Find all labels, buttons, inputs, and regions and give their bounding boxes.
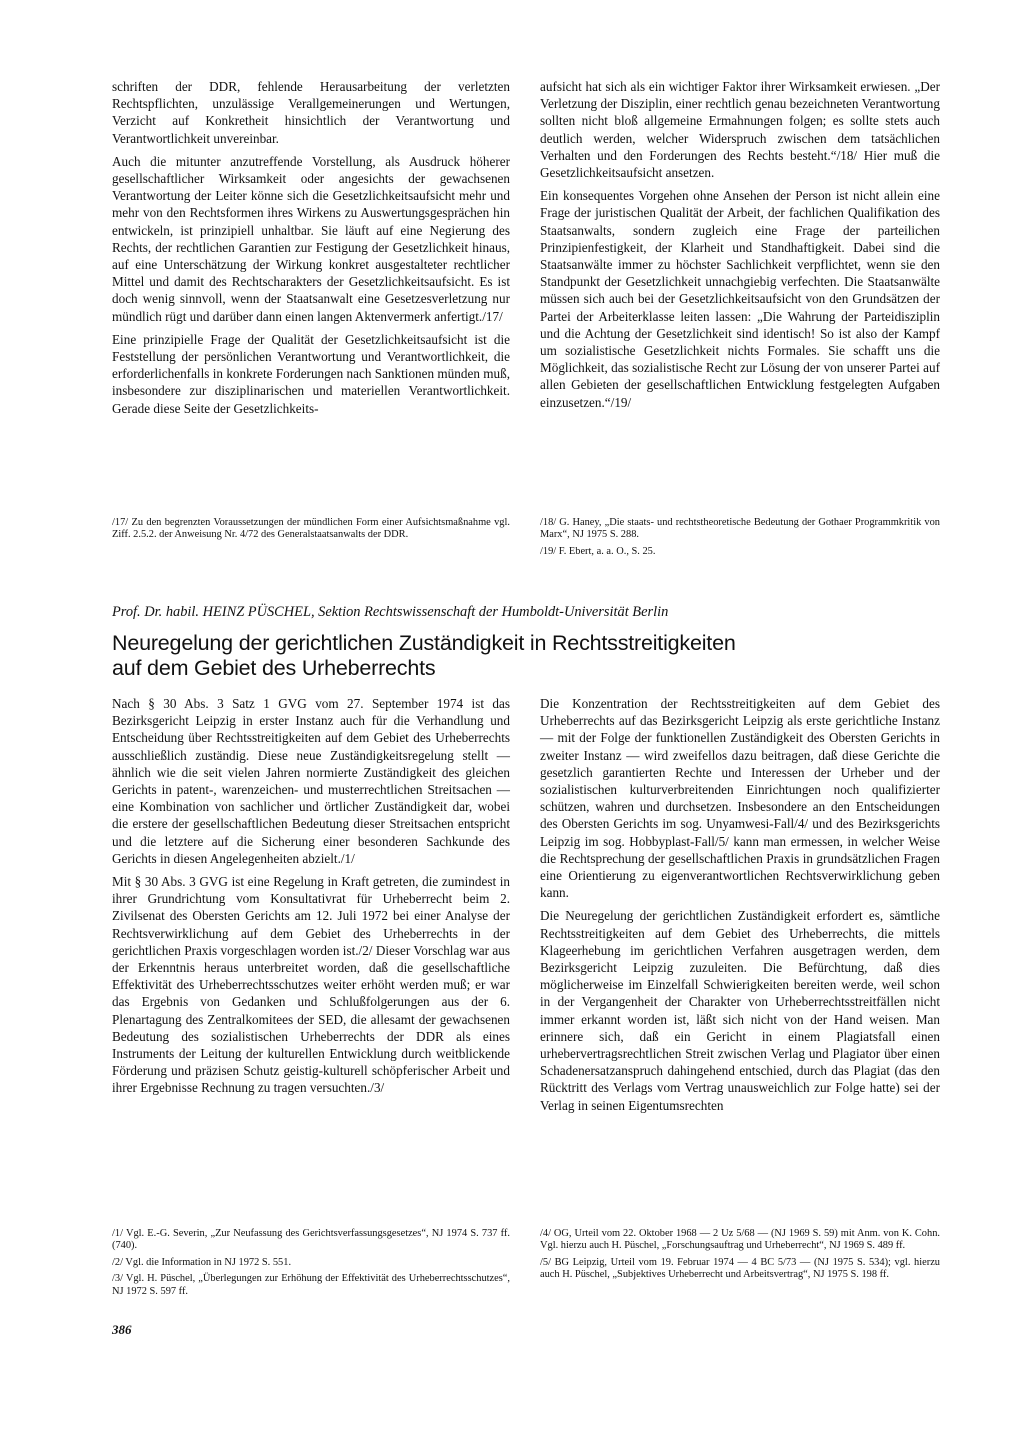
body-paragraph: Nach § 30 Abs. 3 Satz 1 GVG vom 27. September 1974 ist das Bezirksgericht Leipzig in erster Instanz auch für die Verhandlung und Entscheidung über Rechtsstreitigkeiten auf dem Gebiet des Urheberrechts ausschließlich zuständig. Diese neue Zuständigkeitsregelung stellt — ähnlich wie die seit vielen Jahren normierte Zuständigkeit des gleichen Gerichts in patent-, warenzeichen- und musterrechtlichen Streitsachen — eine Kombination von sachlicher und örtlicher Zuständigkeit dar, wobei die erstere der gesellschaftlichen Bedeutung dieser Streitsachen entspricht und die letztere auf die Sicherung einer besonderen Sachkunde des Gerichts in diesen Angelegenheiten abzielt./1/ (112, 696, 510, 866)
article-right-column (540, 695, 940, 1120)
body-paragraph: Mit § 30 Abs. 3 GVG ist eine Regelung in Kraft getreten, die zumindest in ihrer Grundrichtung vom Konsultativrat für Urheberrecht beim 2. Zivilsenat des Obersten Gerichts am 12. Juli 1972 bei einer Analyse der Rechtsverwirklichung auf dem Gebiet des Urheberrechts in der gerichtlichen Praxis vorgeschlagen worden ist./2/ Dieser Vorschlag war aus der Erkenntnis heraus unterbreitet worden, daß die gesellschaftliche Effektivität des Urheberrechtsschutzes weiter erhöht werden muß; er war das Ergebnis von Gedanken und Schlußfolgerungen aus der 6. Plenartagung des Zentralkomitees der SED, die allesamt der gewachsenen Bedeutung des sozialistischen Urheberrechts der DDR als eines Instruments der Leitung der kulturellen Entwicklung durch weitblickende Förderung und präzisen Schutz geistig-kulturell schöpferischer Arbeit und ihrer Ergebnisse Rechnung zu tragen versuchten./3/ (112, 874, 510, 1096)
body-paragraph: Auch die mitunter anzutreffende Vorstellung, als Ausdruck höherer gesellschaftlicher Wirksamkeit oder angesichts der gewachsenen Verantwortung der Leiter könne sich die Gesetzlichkeitsaufsicht mehr und mehr von den Rechtsformen ihres Wirkens zu Auswertungsgesprächen hin entwickeln, ist prinzipiell unhaltbar. Sie läuft auf eine Negierung des Rechts, der rechtlichen Garantien zur Festigung der Gesetzlichkeit hinaus, auf eine Unterschätzung der Wirkung konkret ausgestalteter rechtlicher Mittel und damit des Rechtscharakters der Gesetzlichkeitsaufsicht. Es ist doch wenig sinnvoll, wenn der Staatsanwalt eine Gesetzesverletzung nur mündlich rügt und darüber dann einen langen Aktenvermerk anfertigt./17/ (112, 153, 510, 324)
article-left-column (112, 695, 510, 1103)
article-right-footnotes (540, 1228, 940, 1286)
article-left-footnotes (112, 1228, 510, 1302)
top-right-column (540, 78, 940, 417)
footnote: /17/ Zu den begrenzten Voraussetzungen der mündlichen Form einer Aufsichtsmaßnahme vgl. Ziff. 2.5.2. der Anweisung Nr. 4/72 des Generalstaatsanwalts der DDR. (112, 517, 510, 541)
author-byline: Prof. Dr. habil. HEINZ PÜSCHEL, Sektion Rechtswissenschaft der Humboldt-Universität Berlin (112, 604, 669, 620)
body-paragraph: Eine prinzipielle Frage der Qualität der Gesetzlichkeitsaufsicht ist die Feststellung der persönlichen Verantwortung und Verantwortlichkeit, die erforderlichenfalls in konkrete Forderungen nach Sanktionen münden muß, insbesondere zur disziplinarischen und materiellen Verantwortlichkeit. Gerade diese Seite der Gesetzlichkeits- (112, 331, 510, 416)
body-paragraph: schriften der DDR, fehlende Herausarbeitung der verletzten Rechtspflichten, unzulässige Verallgemeinerungen und Wertungen, Verzicht auf Konkretheit hinsichtlich der Verantwortung und Verantwortlichkeit unvereinbar. (112, 79, 510, 146)
footnote: /3/ Vgl. H. Püschel, „Überlegungen zur Erhöhung der Effektivität des Urheberrechtsschutzes“, NJ 1972 S. 597 ff. (112, 1273, 510, 1297)
footnote: /2/ Vgl. die Information in NJ 1972 S. 551. (112, 1256, 292, 1268)
footnote: /5/ BG Leipzig, Urteil vom 19. Februar 1974 — 4 BC 5/73 — (NJ 1975 S. 534); vgl. hierzu auch H. Püschel, „Subjektives Urheberrecht und Arbeitsvertrag“, NJ 1975 S. 198 ff. (540, 1256, 940, 1281)
article-title (112, 631, 942, 681)
footnote: /4/ OG, Urteil vom 22. Oktober 1968 — 2 Uz 5/68 — (NJ 1969 S. 59) mit Anm. von K. Cohn. Vgl. hierzu auch H. Püschel, „Forschungsauftrag und Urheberrecht“, NJ 1969 S. 489 ff. (540, 1228, 940, 1252)
footnote: /19/ F. Ebert, a. a. O., S. 25. (540, 545, 656, 557)
body-paragraph: Die Konzentration der Rechtsstreitigkeiten auf dem Gebiet des Urheberrechts auf das Bezirksgericht Leipzig als erste gerichtliche Instanz — mit der Folge der funktionellen Zuständigkeit des Obersten Gerichts in zweiter Instanz — wird zweifellos dazu beitragen, daß diese Gerichte die gesetzlich garantierten Rechte und Interessen der Urheber und der sozialistischen kulturverbreitenden Einrichtungen noch qualifizierter schützen, wahren und durchsetzen. Insbesondere an den Entscheidungen des Obersten Gerichts im sog. Unyamwesi-Fall/4/ und des Bezirksgerichts Leipzig im sog. Hobbyplast-Fall/5/ kann man ermessen, in welcher Weise die Rechtsprechung der gesellschaftlichen Praxis in grundsätzlichen Fragen eine Orientierung zu eigenverantwortlichen Rechtsverwirklichung geben kann. (540, 696, 940, 901)
body-paragraph: aufsicht hat sich als ein wichtiger Faktor ihrer Wirksamkeit erwiesen. „Der Verletzung der Disziplin, einer rechtlich genau bezeichneten Verantwortung sollten nicht bloß allgemeine Ermahnungen folgen; es sollte stets auch deutlich werden, welcher Widerspruch zwischen dem tatsächlichen Verhalten und den Forderungen des Rechts besteht.“/18/ Hier muß die Gesetzlichkeitsaufsicht ansetzen. (540, 79, 940, 181)
body-paragraph: Ein konsequentes Vorgehen ohne Ansehen der Person ist nicht allein eine Frage der juristischen Qualität der Arbeit, der fachlichen Qualifikation des Staatsanwalts, sondern zugleich eine Frage der parteilichen Prinzipienfestigkeit, der Klarheit und Standhaftigkeit. Dabei sind die Staatsanwälte immer zu höchster Sachlichkeit verpflichtet, wenn sie den Standpunkt der Gesetzlichkeit unnachgiebig verfechten. Die Staatsanwälte müssen sich auch bei der Gesetzlichkeitsaufsicht von den Grundsätzen der Partei der Arbeiterklasse leiten lassen: „Die Wahrung der Parteidisziplin und die Achtung der Gesetzlichkeit sind identisch! So ist also der Kampf um sozialistische Gesetzlichkeit nichts Formales. Sie schafft uns die Möglichkeit, das sozialistische Recht zur Lösung der von unserer Partei auf allen Gebieten der gesellschaftlichen Entwicklung festgelegten Aufgaben einzusetzen.“/19/ (540, 188, 940, 410)
body-paragraph: Die Neuregelung der gerichtlichen Zuständigkeit erfordert es, sämtliche Rechtsstreitigkeiten auf dem Gebiet des Urheberrechts, die mittels Klageerhebung im gerichtlichen Verfahren ausgetragen werden, dem Bezirksgericht Leipzig zuzuleiten. Die Befürchtung, daß dies möglicherweise im Einzelfall Schwierigkeiten bereiten werde, weil schon in der Vergangenheit der Charakter von Urheberrechtsstreitfällen nicht immer erkannt worden ist, läßt sich nicht von der Hand weisen. Man erinnere sich, daß ein Gericht in einem Plagiatsfall einen urhebervertragsrechtlichen Streit zwischen Verlag und Plagiator über einen Schadenersatzanspruch dahingehend entschied, durch das Plagiat (das den Rücktritt des Verlags vom Vertrag unausweichlich zur Folge hatte) sei der Verlag in seinen Eigentumsrechten (540, 908, 940, 1113)
footnote: /1/ Vgl. E.-G. Severin, „Zur Neufassung des Gerichtsverfassungsgesetzes“, NJ 1974 S. 737 ff. (740). (112, 1228, 510, 1252)
page-number: 386 (112, 1322, 132, 1337)
title-line: auf dem Gebiet des Urheberrechts (112, 656, 436, 680)
footnote: /18/ G. Haney, „Die staats- und rechtstheoretische Bedeutung der Gothaer Programmkritik von Marx“, NJ 1975 S. 288. (540, 517, 940, 541)
title-line: Neuregelung der gerichtlichen Zuständigkeit in Rechtsstreitigkeiten (112, 631, 736, 655)
top-left-footnotes (112, 517, 510, 546)
top-left-column (112, 78, 510, 423)
top-right-footnotes (540, 517, 940, 562)
